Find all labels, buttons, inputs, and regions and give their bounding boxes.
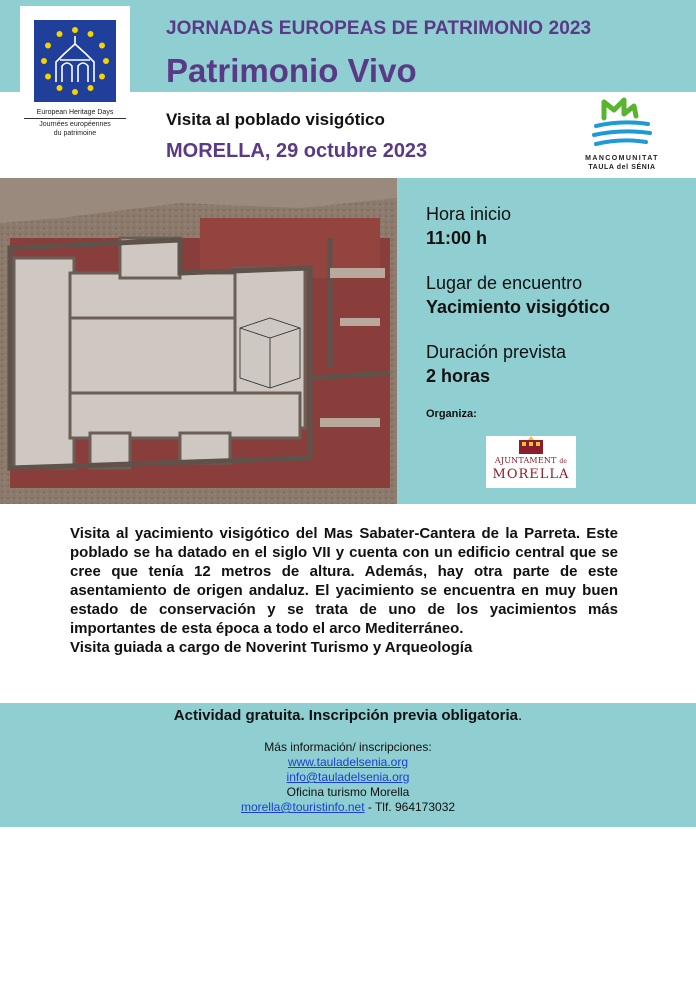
page-title: Patrimonio Vivo (166, 52, 417, 89)
ajuntament-line1 (486, 456, 576, 465)
organizer-label: Organiza: (426, 408, 477, 420)
free-activity-dot: . (518, 707, 523, 724)
duration-value: 2 horas (426, 366, 491, 386)
ajuntament-line2: MORELLA (492, 467, 570, 482)
morella-crest-icon (486, 436, 576, 456)
event-subtitle: Visita al poblado visigótico (166, 110, 385, 129)
mancomunitat-mark-icon (574, 96, 670, 152)
eu-caption-line3: du patrimoine (53, 130, 97, 137)
ajuntament-word: AJUNTAMENT (494, 456, 557, 465)
european-heritage-days-logo (20, 6, 130, 142)
start-time-value: 11:00 h (426, 228, 488, 248)
duration-label: Duración prevista (426, 342, 567, 362)
ajuntament-morella-logo (486, 436, 576, 488)
event-kicker: JORNADAS EUROPEAS DE PATRIMONIO 2023 (166, 18, 592, 39)
eu-caption-line1: European Heritage Days (24, 108, 126, 119)
eu-caption-line2: Journées européennes (39, 121, 111, 128)
eu-logo-caption (24, 108, 126, 138)
mancomunitat-caption (574, 154, 670, 172)
phone-number: - Tlf. 964173032 (364, 800, 456, 814)
more-info-label: Más información/ inscripciones: (264, 740, 432, 754)
mancomunitat-line2: TAULA del SÉNIA (588, 164, 656, 171)
start-time-label: Hora inicio (426, 204, 512, 224)
description-paragraph: Visita al yacimiento visigótico del Mas Sabater-Cantera de la Parreta. Este poblado se ha datado en el siglo VII y cuenta con un edificio central que se cree que tenía 12 metros de altura. Además, hay otra parte de este asentamiento de origen andaluz. El yacimiento se encuentra en muy buen estado de conservación y se trata de uno de los yacimientos más importantes de esta época a todo el arco Mediterráneo. (70, 525, 618, 637)
website-link[interactable]: www.tauladelsenia.org (287, 755, 409, 769)
tourism-office-label: Oficina turismo Morella (286, 785, 410, 799)
mancomunitat-logo (574, 96, 670, 178)
guide-credit: Visita guiada a cargo de Noverint Turismo y Arqueología (70, 639, 473, 656)
ajuntament-de: de (559, 458, 568, 465)
contact-info (0, 740, 696, 815)
free-activity-text: Actividad gratuita. Inscripción previa obligatoria (173, 707, 519, 724)
archaeological-site-aerial-photo (0, 178, 397, 504)
mancomunitat-line1: MANCOMUNITAT (585, 155, 659, 162)
meeting-point-value: Yacimiento visigótico (426, 297, 611, 317)
event-description (70, 524, 618, 657)
tourism-email-link[interactable]: morella@touristinfo.net (240, 800, 365, 814)
place-date: MORELLA, 29 octubre 2023 (166, 140, 428, 162)
meeting-point-label: Lugar de encuentro (426, 273, 583, 293)
email-link[interactable]: info@tauladelsenia.org (286, 770, 410, 784)
free-activity-notice (0, 707, 696, 724)
eu-flag-icon (34, 20, 116, 102)
